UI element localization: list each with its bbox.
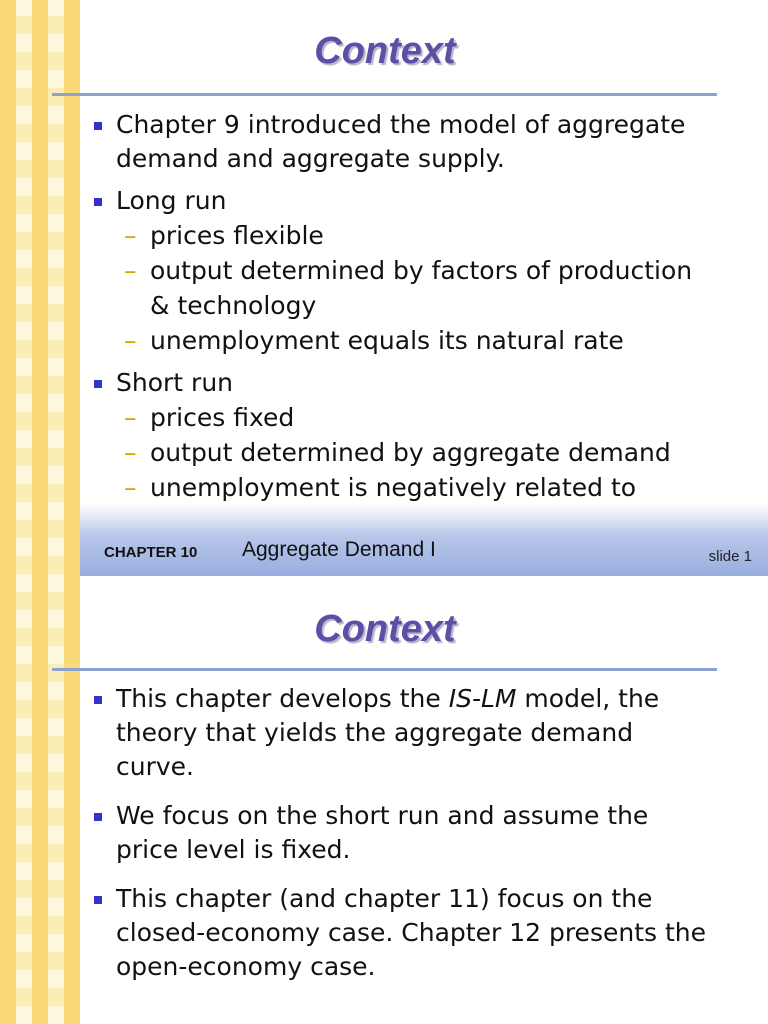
sub-bullet-text: unemployment is negatively related to (150, 473, 637, 502)
sub-bullet-list (116, 218, 714, 358)
sub-bullet-item (116, 253, 714, 323)
bullet-text: This chapter (and chapter 11) focus on the closed-economy case. Chapter 12 presents the open-economy case. (116, 884, 706, 981)
sub-bullet-item (116, 435, 714, 470)
chapter-title: Aggregate Demand I (242, 538, 436, 561)
slide-1 (80, 0, 768, 576)
bullet-item (94, 882, 714, 984)
bullet-text: Long run (116, 186, 227, 215)
dash-icon: – (124, 326, 137, 355)
slide-number: slide 1 (708, 548, 752, 565)
sub-bullet-item (116, 218, 714, 253)
bullet-list (94, 682, 714, 999)
bullet-item (94, 184, 714, 358)
sub-bullet-text: unemployment equals its natural rate (150, 326, 624, 355)
dash-icon: – (124, 438, 137, 467)
bullet-text-end: model, the theory that yields the aggregate demand curve. (116, 684, 660, 781)
slide-2 (80, 576, 768, 1024)
bullet-list (94, 108, 714, 548)
dash-icon: – (124, 221, 137, 250)
sub-bullet-item (116, 400, 714, 435)
bullet-text: We focus on the short run and assume the price level is fixed. (116, 801, 649, 864)
bullet-text: Short run (116, 368, 234, 397)
bullet-item (94, 108, 714, 176)
bullet-text: Chapter 9 introduced the model of aggregate demand and aggregate supply. (116, 110, 686, 173)
chapter-label: CHAPTER 10 (104, 544, 198, 561)
bullet-item (94, 799, 714, 867)
slide-footer (80, 504, 768, 576)
slide-title: Context (314, 30, 456, 72)
sub-bullet-text: output determined by aggregate demand (150, 438, 671, 467)
title-divider (52, 93, 717, 96)
dash-icon: – (124, 473, 137, 502)
dash-icon: – (124, 403, 137, 432)
bullet-text-start: This chapter develops the (116, 684, 449, 713)
sub-bullet-text: prices fixed (150, 403, 295, 432)
slide-title: Context (314, 608, 456, 650)
sub-bullet-text: output determined by factors of production & technology (150, 256, 693, 320)
sub-bullet-text: prices flexible (150, 221, 324, 250)
dash-icon: – (124, 256, 137, 285)
title-divider (52, 668, 717, 671)
bullet-item (94, 682, 714, 784)
decorative-checker-border (0, 0, 80, 1024)
model-name: IS-LM (448, 684, 517, 713)
sub-bullet-item (116, 323, 714, 358)
